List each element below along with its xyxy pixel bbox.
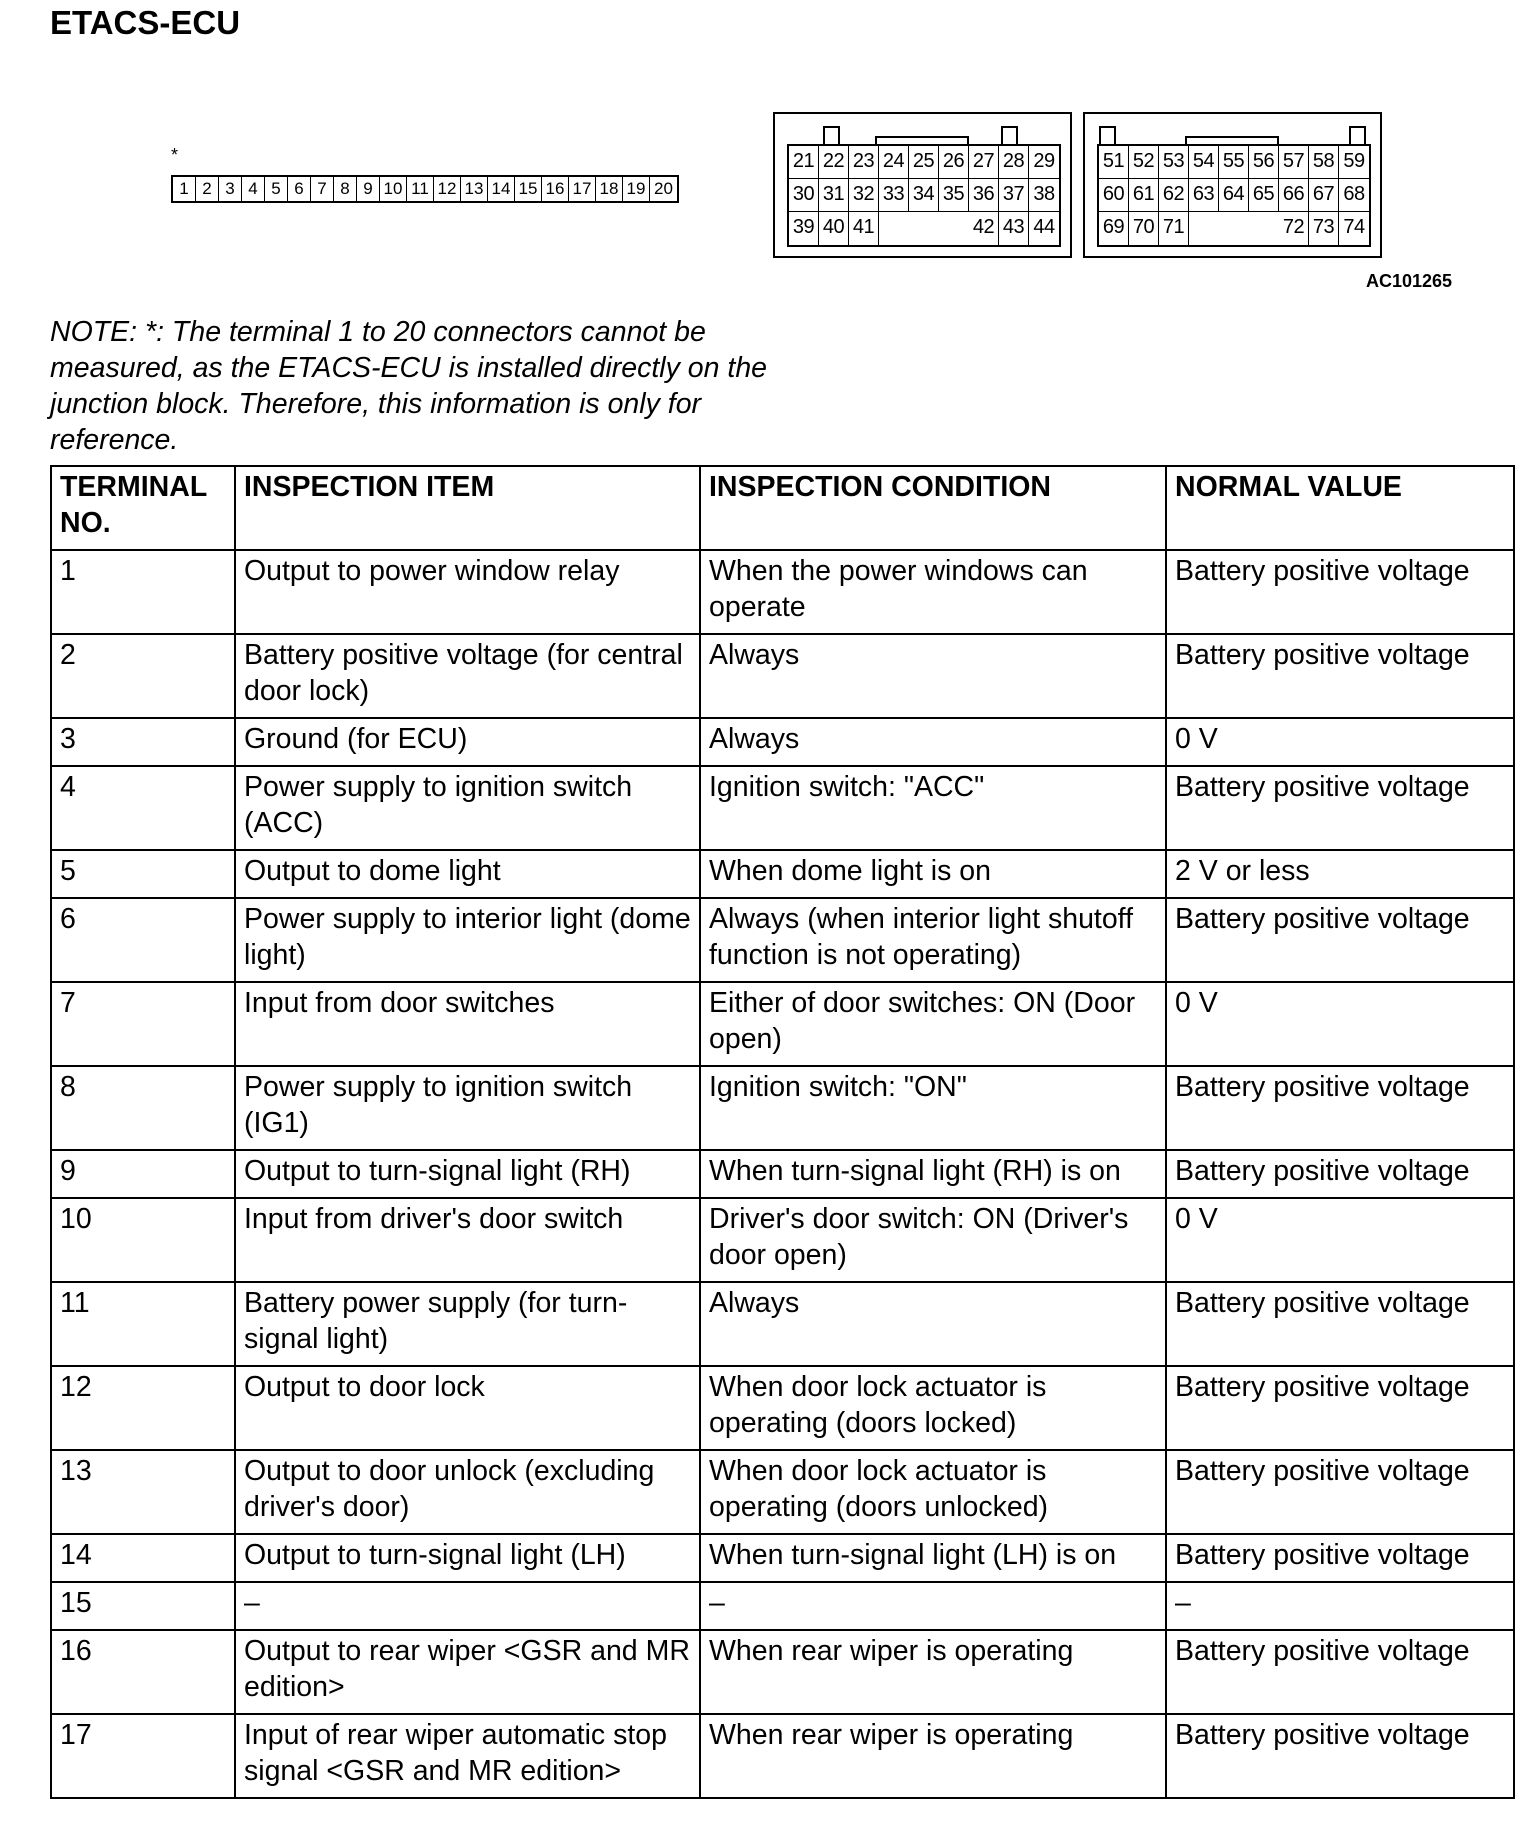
connector3-terminal: 58 [1309, 146, 1339, 179]
figure-code: AC101265 [1366, 271, 1453, 291]
cell-inspection-condition: When dome light is on [700, 850, 1166, 898]
cell-normal-value: Battery positive voltage [1166, 550, 1514, 634]
table-row [51, 1630, 1514, 1714]
connector2-terminal: 38 [1029, 179, 1059, 212]
connector2-latch-right [1001, 126, 1018, 146]
connector3-terminal: 62 [1159, 179, 1189, 212]
cell-normal-value: – [1166, 1582, 1514, 1630]
cell-inspection-item: Battery positive voltage (for central door lock) [235, 634, 700, 718]
connector2-terminal: 23 [849, 146, 879, 179]
connector2-terminal: 40 [819, 212, 849, 245]
connector2-terminal: 35 [939, 179, 969, 212]
connector2-terminal: 24 [879, 146, 909, 179]
connector2-latch-left [823, 126, 840, 146]
connector2-terminal: 30 [789, 179, 819, 212]
cell-normal-value: Battery positive voltage [1166, 1366, 1514, 1450]
connector1-pin: 8 [334, 177, 357, 201]
connector1-pin: 9 [357, 177, 380, 201]
connector2-terminal: 31 [819, 179, 849, 212]
connector2-terminal: 44 [1033, 216, 1055, 238]
connector3-terminal: 66 [1279, 179, 1309, 212]
connector1-pin: 11 [407, 177, 434, 201]
cell-normal-value: Battery positive voltage [1166, 1534, 1514, 1582]
connector3-terminal: 69 [1099, 212, 1129, 245]
table-row [51, 850, 1514, 898]
connector1-pin: 20 [654, 179, 673, 198]
table-row [51, 718, 1514, 766]
connector2-terminal: 42 [969, 212, 999, 245]
cell-normal-value: Battery positive voltage [1166, 1450, 1514, 1534]
connector3-blank-position [1219, 212, 1249, 245]
connector2-terminal: 41 [849, 212, 879, 245]
cell-inspection-condition: When door lock actuator is operating (doors unlocked) [700, 1450, 1166, 1534]
cell-inspection-item: Output to rear wiper <GSR and MR edition> [235, 1630, 700, 1714]
cell-inspection-item: Battery power supply (for turn-signal light) [235, 1282, 700, 1366]
connector3-terminal-grid [1097, 144, 1371, 247]
page-title: ETACS-ECU [50, 4, 241, 41]
cell-terminal-no: 11 [51, 1282, 235, 1366]
cell-terminal-no: 15 [51, 1582, 235, 1630]
connector1-pin: 4 [242, 177, 265, 201]
table-row [51, 1198, 1514, 1282]
connector2-blank-position [909, 212, 939, 245]
connector2-terminal: 36 [969, 179, 999, 212]
connector3-terminal: 71 [1159, 212, 1189, 245]
table-row [51, 1366, 1514, 1450]
cell-normal-value: Battery positive voltage [1166, 634, 1514, 718]
table-row [51, 1450, 1514, 1534]
connector3-rib [1185, 136, 1279, 144]
connector3-terminal: 57 [1279, 146, 1309, 179]
connector1-pin: 13 [461, 177, 488, 201]
table-row [51, 898, 1514, 982]
connector3-terminal: 67 [1309, 179, 1339, 212]
cell-normal-value: 0 V [1166, 718, 1514, 766]
connector3-terminal: 60 [1099, 179, 1129, 212]
connector3-blank-position [1189, 212, 1219, 245]
connector3-terminal: 72 [1279, 212, 1309, 245]
connector1-pin: 16 [542, 177, 569, 201]
connector3-terminal: 54 [1189, 146, 1219, 179]
connector3-terminal: 56 [1249, 146, 1279, 179]
connector3-terminal: 61 [1129, 179, 1159, 212]
cell-inspection-item: Power supply to interior light (dome light) [235, 898, 700, 982]
connector2-blank-position [879, 212, 909, 245]
connector1-pin: 6 [288, 177, 311, 201]
cell-normal-value: Battery positive voltage [1166, 1630, 1514, 1714]
cell-inspection-item: Output to door unlock (excluding driver's door) [235, 1450, 700, 1534]
cell-inspection-item: Output to dome light [235, 850, 700, 898]
connector1-pin: 7 [311, 177, 334, 201]
cell-inspection-condition: Always (when interior light shutoff function is not operating) [700, 898, 1166, 982]
connector1-pin: 15 [515, 177, 542, 201]
cell-terminal-no: 5 [51, 850, 235, 898]
cell-normal-value: 2 V or less [1166, 850, 1514, 898]
cell-inspection-item: Input from driver's door switch [235, 1198, 700, 1282]
cell-terminal-no: 9 [51, 1150, 235, 1198]
connector3-terminal: 68 [1339, 179, 1369, 212]
connector2-terminal: 26 [939, 146, 969, 179]
connector2-terminal: 28 [999, 146, 1029, 179]
connector3-terminal: 74 [1343, 216, 1365, 238]
connector3-terminal: 64 [1219, 179, 1249, 212]
connector2-terminal: 33 [879, 179, 909, 212]
table-header-row [51, 466, 1514, 550]
connector1-diagram [171, 175, 679, 203]
connector2-terminal: 29 [1029, 146, 1059, 179]
cell-inspection-item: Output to turn-signal light (RH) [235, 1150, 700, 1198]
cell-inspection-condition: – [700, 1582, 1166, 1630]
connector1-pin: 19 [623, 177, 650, 201]
connector2-diagram [773, 112, 1072, 258]
connector3-terminal: 63 [1189, 179, 1219, 212]
header-normal-value: NORMAL VALUE [1166, 466, 1514, 550]
connector1-pin: 12 [434, 177, 461, 201]
cell-inspection-condition: Always [700, 1282, 1166, 1366]
cell-normal-value: Battery positive voltage [1166, 1150, 1514, 1198]
cell-inspection-condition: Ignition switch: "ACC" [700, 766, 1166, 850]
cell-inspection-item: Input of rear wiper automatic stop signal <GSR and MR edition> [235, 1714, 700, 1798]
note-text: NOTE: *: The terminal 1 to 20 connectors cannot be measured, as the ETACS-ECU is installed directly on the junction block. Therefore, this information is only for reference. [50, 316, 768, 456]
cell-inspection-condition: When turn-signal light (LH) is on [700, 1534, 1166, 1582]
table-row [51, 982, 1514, 1066]
table-row [51, 1282, 1514, 1366]
cell-terminal-no: 8 [51, 1066, 235, 1150]
cell-terminal-no: 6 [51, 898, 235, 982]
connector1-pin: 1 [173, 177, 196, 201]
header-terminal-no: TERMINAL NO. [51, 466, 235, 550]
connector1-asterisk: * [171, 145, 179, 165]
connector1-pin: 14 [488, 177, 515, 201]
cell-inspection-condition: When turn-signal light (RH) is on [700, 1150, 1166, 1198]
table-row [51, 1714, 1514, 1798]
cell-normal-value: 0 V [1166, 982, 1514, 1066]
connector1-pin: 17 [569, 177, 596, 201]
cell-terminal-no: 17 [51, 1714, 235, 1798]
connector1-pin: 5 [265, 177, 288, 201]
cell-terminal-no: 14 [51, 1534, 235, 1582]
cell-inspection-item: Output to power window relay [235, 550, 700, 634]
connector2-terminal: 34 [909, 179, 939, 212]
cell-terminal-no: 10 [51, 1198, 235, 1282]
cell-inspection-condition: Driver's door switch: ON (Driver's door open) [700, 1198, 1166, 1282]
cell-inspection-condition: When rear wiper is operating [700, 1630, 1166, 1714]
cell-inspection-item: Power supply to ignition switch (IG1) [235, 1066, 700, 1150]
connector3-latch-left [1099, 126, 1116, 146]
connector1-pin: 3 [219, 177, 242, 201]
connector2-blank-position [939, 212, 969, 245]
cell-terminal-no: 12 [51, 1366, 235, 1450]
connector3-terminal: 73 [1309, 212, 1339, 245]
table-row [51, 1534, 1514, 1582]
table-row [51, 1066, 1514, 1150]
connector2-terminal: 39 [789, 212, 819, 245]
connector3-blank-position [1249, 212, 1279, 245]
connector2-terminal: 37 [999, 179, 1029, 212]
connector3-terminal: 53 [1159, 146, 1189, 179]
cell-terminal-no: 7 [51, 982, 235, 1066]
table-row [51, 634, 1514, 718]
connector1-pin: 2 [196, 177, 219, 201]
connector1-pin: 18 [596, 177, 623, 201]
connector2-terminal: 43 [999, 212, 1029, 245]
connector3-terminal: 70 [1129, 212, 1159, 245]
header-inspection-item: INSPECTION ITEM [235, 466, 700, 550]
connector2-terminal-grid [787, 144, 1061, 247]
header-inspection-condition: INSPECTION CONDITION [700, 466, 1166, 550]
cell-normal-value: Battery positive voltage [1166, 1066, 1514, 1150]
cell-inspection-item: Power supply to ignition switch (ACC) [235, 766, 700, 850]
cell-inspection-condition: Always [700, 634, 1166, 718]
cell-terminal-no: 4 [51, 766, 235, 850]
connector3-terminal: 65 [1249, 179, 1279, 212]
connector1-pin: 10 [380, 177, 407, 201]
cell-terminal-no: 1 [51, 550, 235, 634]
cell-inspection-condition: When the power windows can operate [700, 550, 1166, 634]
connector3-terminal: 51 [1099, 146, 1129, 179]
table-row [51, 1150, 1514, 1198]
connector2-rib [875, 136, 969, 144]
terminal-inspection-table [50, 465, 1515, 1799]
table-row [51, 550, 1514, 634]
cell-normal-value: Battery positive voltage [1166, 1714, 1514, 1798]
connector2-terminal: 22 [819, 146, 849, 179]
connector3-terminal: 52 [1129, 146, 1159, 179]
cell-inspection-item: – [235, 1582, 700, 1630]
cell-inspection-condition: Either of door switches: ON (Door open) [700, 982, 1166, 1066]
table-row [51, 1582, 1514, 1630]
connector2-terminal: 27 [969, 146, 999, 179]
cell-inspection-condition: Always [700, 718, 1166, 766]
connector2-terminal: 32 [849, 179, 879, 212]
cell-terminal-no: 2 [51, 634, 235, 718]
cell-normal-value: Battery positive voltage [1166, 766, 1514, 850]
cell-inspection-condition: When rear wiper is operating [700, 1714, 1166, 1798]
cell-inspection-item: Output to turn-signal light (LH) [235, 1534, 700, 1582]
cell-terminal-no: 13 [51, 1450, 235, 1534]
cell-inspection-item: Input from door switches [235, 982, 700, 1066]
connector3-terminal: 59 [1339, 146, 1369, 179]
connector2-terminal: 25 [909, 146, 939, 179]
cell-terminal-no: 3 [51, 718, 235, 766]
cell-normal-value: 0 V [1166, 1198, 1514, 1282]
cell-inspection-item: Output to door lock [235, 1366, 700, 1450]
cell-terminal-no: 16 [51, 1630, 235, 1714]
connector3-terminal: 55 [1219, 146, 1249, 179]
cell-inspection-condition: When door lock actuator is operating (doors locked) [700, 1366, 1166, 1450]
connector3-diagram [1083, 112, 1382, 258]
cell-normal-value: Battery positive voltage [1166, 1282, 1514, 1366]
connector2-terminal: 21 [789, 146, 819, 179]
cell-normal-value: Battery positive voltage [1166, 898, 1514, 982]
connector3-latch-right [1349, 126, 1366, 146]
table-row [51, 766, 1514, 850]
cell-inspection-item: Ground (for ECU) [235, 718, 700, 766]
cell-inspection-condition: Ignition switch: "ON" [700, 1066, 1166, 1150]
